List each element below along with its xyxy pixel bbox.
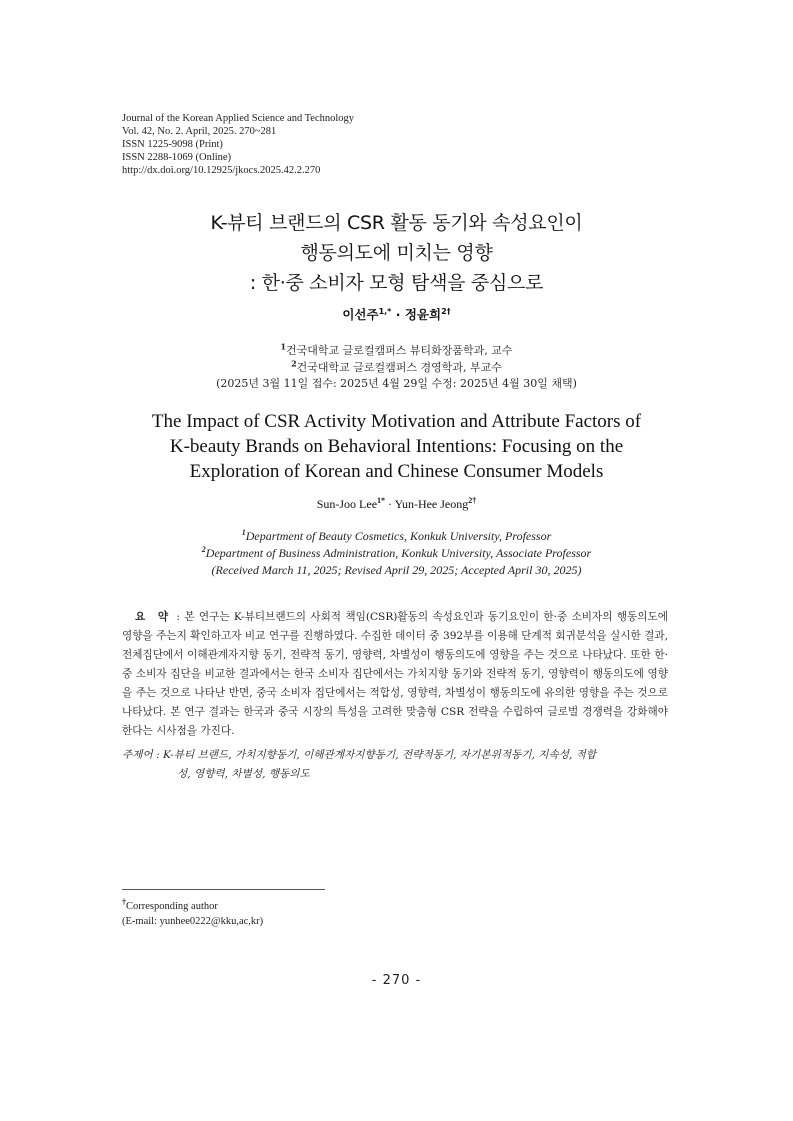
footnote-mark: †: [122, 897, 126, 907]
korean-title-line2: 행동의도에 미치는 영향: [300, 242, 493, 264]
affiliation2-ko: [0, 357, 793, 377]
journal-name: Journal of the Korean Applied Science and Technology: [122, 113, 355, 124]
footnote-text: Corresponding author: [126, 901, 218, 912]
author2-ko: 정윤희: [404, 307, 442, 322]
keywords-label: 주제어 :: [122, 749, 164, 761]
english-title-line1: The Impact of CSR Activity Motivation and Attribute Factors of: [151, 411, 642, 432]
aff2-en-text: Department of Business Administration, Konkuk University, Associate Professor: [205, 546, 592, 560]
korean-title: [0, 208, 793, 298]
aff2-en-mark: 2: [201, 545, 206, 554]
affiliation2-en: [0, 545, 793, 562]
keywords-line2: 성, 영향력, 차별성, 행동의도: [177, 768, 310, 780]
affiliation1-en: [0, 528, 793, 545]
page-number: - 270 -: [371, 973, 422, 988]
author-separator-en: ·: [385, 497, 395, 511]
abstract-label: 요 약: [135, 611, 173, 623]
aff1-ko-text: 건국대학교 글로컬캠퍼스 뷰티화장품학과, 교수: [286, 344, 513, 357]
korean-affiliations: [0, 343, 793, 393]
keywords-list-1: K-뷰티 브랜드, 가치지향동기, 이해관계자지향동기, 전략적동기, 자기본위적동기, 지속성, 적합: [163, 749, 597, 761]
issn-print: ISSN 1225-9098 (Print): [122, 139, 223, 150]
author1-en: Sun-Joo Lee: [316, 497, 378, 511]
footnote-email: (E-mail: yunhee0222@kku,ac,kr): [122, 916, 264, 927]
footnote-line1: [122, 899, 263, 914]
doi-link[interactable]: http://dx.doi.org/10.12925/jkocs.2025.42.2.270: [122, 165, 321, 176]
author2-en: Yun-Hee Jeong: [394, 497, 469, 511]
issn-online: ISSN 2288-1069 (Online): [122, 152, 232, 163]
korean-title-line1: K-뷰티 브랜드의 CSR 활동 동기와 속성요인이: [210, 212, 583, 234]
author1-en-mark: 1*: [377, 496, 386, 505]
aff2-ko-mark: 2: [291, 357, 297, 368]
aff2-ko-text: 건국대학교 글로컬캠퍼스 경영학과, 부교수: [296, 360, 502, 374]
english-title-line3: Exploration of Korean and Chinese Consumer Models: [189, 461, 604, 482]
keywords-line1: [122, 746, 668, 765]
keywords: [122, 746, 668, 784]
english-title-line2: K-beauty Brands on Behavioral Intentions: Focusing on the: [169, 436, 624, 457]
journal-volume: Vol. 42, No. 2. April, 2025. 270~281: [122, 126, 277, 137]
dates-ko: (2025년 3월 11일 접수: 2025년 4월 29일 수정: 2025년 4월 30일 채택): [216, 377, 577, 390]
author-separator-ko: ·: [391, 307, 405, 322]
english-title: [0, 409, 793, 484]
dates-en: (Received March 11, 2025; Revised April 29, 2025; Accepted April 30, 2025): [211, 563, 582, 577]
abstract: [122, 608, 668, 741]
author2-en-mark: 2†: [468, 496, 477, 505]
korean-authors: [0, 305, 793, 323]
english-authors: [0, 497, 793, 512]
affiliation1-ko: [0, 343, 793, 360]
aff1-ko-mark: 1: [280, 341, 287, 352]
journal-info: [122, 112, 354, 177]
footnote-divider: [122, 889, 325, 890]
author2-ko-mark: 2†: [441, 306, 451, 316]
aff1-en-text: Department of Beauty Cosmetics, Konkuk University, Professor: [245, 529, 552, 543]
abstract-text: : 본 연구는 K-뷰티브랜드의 사회적 책임(CSR)활동의 속성요인과 동기요인이 한·중 소비자의 행동의도에 영향을 주는지 확인하고자 비교 연구를 진행하였다. 수집한 데이터 중 392부를 이용해 단계적 회귀분석을 실시한 결과, 전체집단에서 이해관계자지향 동기, 전략적 동기, 영향력, 차별성이 행동의도에 영향을 주는 것으로 나타났다. 또한 한·중 소비자 집단을 비교한 결과에서는 한국 소비자 집단에서는 가치지향 동기와 전략적 동기, 영향력이 행동의도에 영향을 주는 것으로 나타난 반면, 중국 소비자 집단에서는 적합성, 영향력, 차별성이 행동의도에 유의한 영향을 주는 것으로 나타났다. 본 연구 결과는 한국과 중국 시장의 특성을 고려한 맞춤형 CSR 전략을 수립하여 글로벌 경쟁력을 강화해야 한다는 시사점을 가진다.: [122, 611, 668, 737]
korean-title-line3: : 한·중 소비자 모형 탐색을 중심으로: [249, 272, 544, 294]
aff1-en-mark: 1: [241, 528, 246, 537]
author1-ko: 이선주: [342, 307, 379, 322]
footnote: [122, 899, 263, 929]
author1-ko-mark: 1,*: [378, 306, 392, 316]
english-affiliations: [0, 528, 793, 579]
